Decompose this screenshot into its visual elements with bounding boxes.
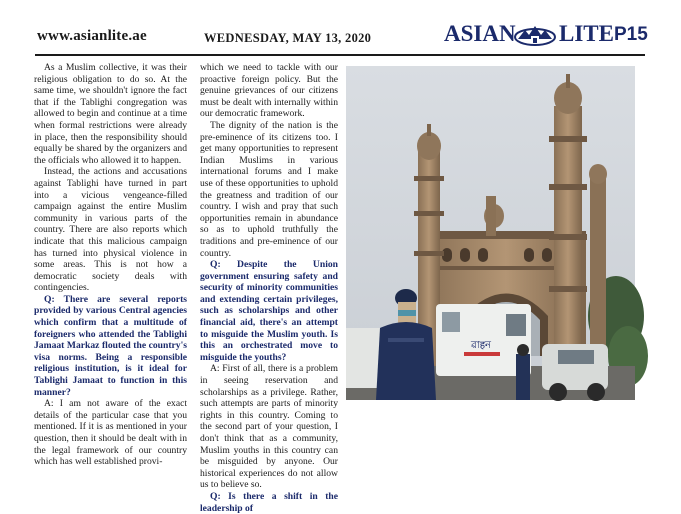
paragraph: which we need to tackle with our proactive foreign policy. But the genuine grievances of our citizens must be dealt with internally within our democratic framework. bbox=[200, 62, 338, 120]
interview-question: Q: Despite the Union government ensuring safety and security of minority communities and extending certain privileges, such as scholarships and other financial aid, there's an attempt to misguide the Muslim youth. Is this an orchestrated move to misguide the youths? bbox=[200, 259, 338, 363]
header-rule bbox=[35, 54, 645, 56]
site-url[interactable]: www.asianlite.ae bbox=[37, 28, 147, 44]
logo-word-asian: ASIAN bbox=[444, 21, 516, 46]
paragraph: Instead, the actions and accusations against Tablighi have turned in part into a vicious vengeance-filled campaign against the entire Muslim community in various parts of the country. There are also reports which indicate that this malicious campaign has turned into physical violence in some areas. This is not how a democratic society deals with contingencies. bbox=[34, 166, 187, 294]
interview-question: Q: Is there a shift in the leadership of bbox=[200, 490, 338, 514]
paragraph: The dignity of the nation is the pre-eminence of its citizens too. I get many opportunities to represent Indian Muslims in various international forums and I make use of these opportunities to uphold the greatness and tradition of our country. I wish and pray that such opportunities remain in abundance so as to uphold truthfully the traditions and pre-eminence of our country. bbox=[200, 119, 338, 259]
interview-question: Q: There are several reports provided by various Central agencies which confirm that a multitude of foreigners who attended the Tablighi Jamaat Markaz flouted the country's visa norms. Being a responsible religious institution, is it ideal for Tablighi Jamaat to function in this manner? bbox=[34, 293, 187, 398]
charminar-photo-illustration bbox=[346, 66, 635, 400]
masthead bbox=[0, 0, 681, 56]
vehicle-text: ৱাहন bbox=[471, 340, 492, 351]
charminar-photo bbox=[346, 66, 635, 400]
issue-date: WEDNESDAY, MAY 13, 2020 bbox=[204, 31, 372, 45]
logo-emblem-icon bbox=[512, 23, 558, 47]
article-column-2 bbox=[200, 62, 338, 514]
article-column-1 bbox=[34, 62, 187, 468]
interview-answer: A: First of all, there is a problem in seeing reservation and scholarships as a privilege. Rather, such attempts are parts of minority rights in this country. Coming to the second part of your question, I don't think that as a community, Muslim youths in this country can be misguided by anyone. Our historical experiences do not allow us to believe so. bbox=[200, 363, 338, 491]
logo-word-lite: LITE bbox=[559, 21, 614, 46]
paragraph: As a Muslim collective, it was their religious obligation to do so. At the same time, we shouldn't ignore the fact that if the Tablighi congregation was allowed to begin and continue at a time when formal restrictions were already in place, then the responsibility should equally be shared by the organizers and the officials who allowed it to happen. bbox=[34, 62, 187, 166]
interview-answer: A: I am not aware of the exact details of the particular case that you mentioned. If it is as mentioned in your question, then it should be dealt with in the legal framework of our country which has well established provi- bbox=[34, 398, 187, 468]
page-number: P15 bbox=[614, 24, 648, 45]
